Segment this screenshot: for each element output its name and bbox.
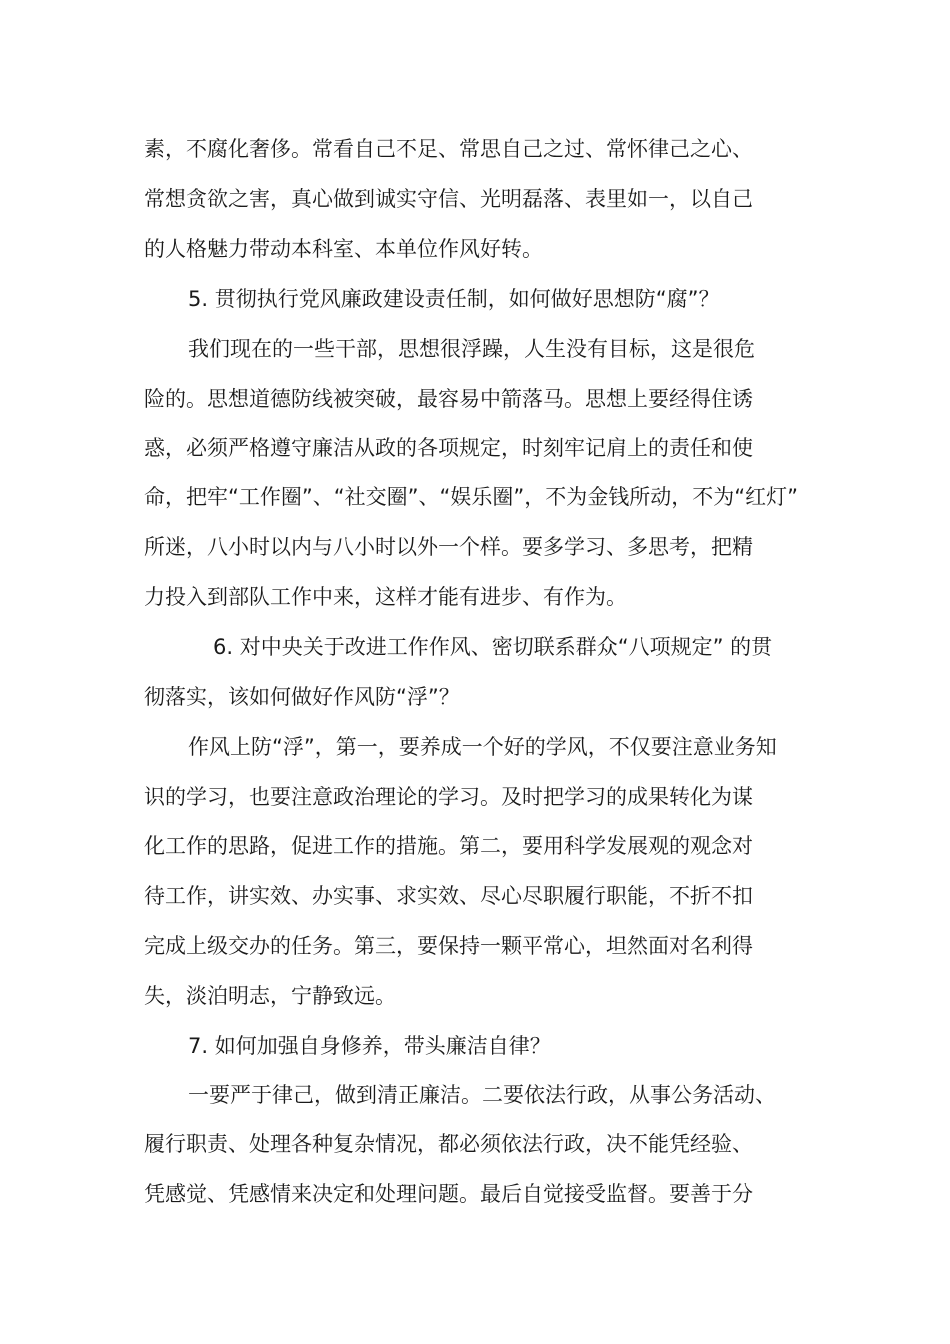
text-line: 化工作的思路，促进工作的措施。第二，要用科学发展观的观念对 xyxy=(144,834,753,858)
text-line: 一要严于律己，做到清正廉洁。二要依法行政，从事公务活动、 xyxy=(188,1083,776,1107)
text-line: 素，不腐化奢侈。常看自己不足、常思自己之过、常怀律己之心、 xyxy=(144,137,753,161)
text-line: 惑，必须严格遵守廉洁从政的各项规定，时刻牢记肩上的责任和使 xyxy=(144,436,753,460)
text-line: 我们现在的一些干部，思想很浮躁，人生没有目标，这是很危 xyxy=(188,337,755,361)
text-line: 作风上防“浮”，第一，要养成一个好的学风，不仅要注意业务知 xyxy=(188,735,777,759)
text-line: 失，淡泊明志，宁静致远。 xyxy=(144,984,396,1008)
text-line: 常想贪欲之害，真心做到诚实守信、光明磊落、表里如一，以自己 xyxy=(144,187,753,211)
text-line: 履行职责、处理各种复杂情况，都必须依法行政，决不能凭经验、 xyxy=(144,1132,753,1156)
question-heading: 彻落实，该如何做好作风防“浮”？ xyxy=(144,685,460,709)
text-line: 命，把牢“工作圈”、“社交圈”、“娱乐圈”，不为金钱所动，不为“红灯” xyxy=(144,485,799,509)
text-line: 所迷，八小时以内与八小时以外一个样。要多学习、多思考，把精 xyxy=(144,535,753,559)
text-line: 的人格魅力带动本科室、本单位作风好转。 xyxy=(144,237,543,261)
text-line: 完成上级交办的任务。第三，要保持一颗平常心，坦然面对名利得 xyxy=(144,934,753,958)
text-line: 险的。思想道德防线被突破，最容易中箭落马。思想上要经得住诱 xyxy=(144,387,753,411)
text-line: 识的学习，也要注意政治理论的学习。及时把学习的成果转化为谋 xyxy=(144,785,753,809)
question-heading: 7. 如何加强自身修养，带头廉洁自律？ xyxy=(188,1034,551,1058)
text-line: 待工作，讲实效、办实事、求实效、尽心尽职履行职能，不折不扣 xyxy=(144,884,753,908)
text-line: 力投入到部队工作中来，这样才能有进步、有作为。 xyxy=(144,585,627,609)
text-line: 凭感觉、凭感情来决定和处理问题。最后自觉接受监督。要善于分 xyxy=(144,1182,753,1206)
question-heading: 5. 贯彻执行党风廉政建设责任制，如何做好思想防“腐”？ xyxy=(188,287,720,311)
question-heading: 6. 对中央关于改进工作作风、密切联系群众“八项规定” 的贯 xyxy=(213,635,773,659)
